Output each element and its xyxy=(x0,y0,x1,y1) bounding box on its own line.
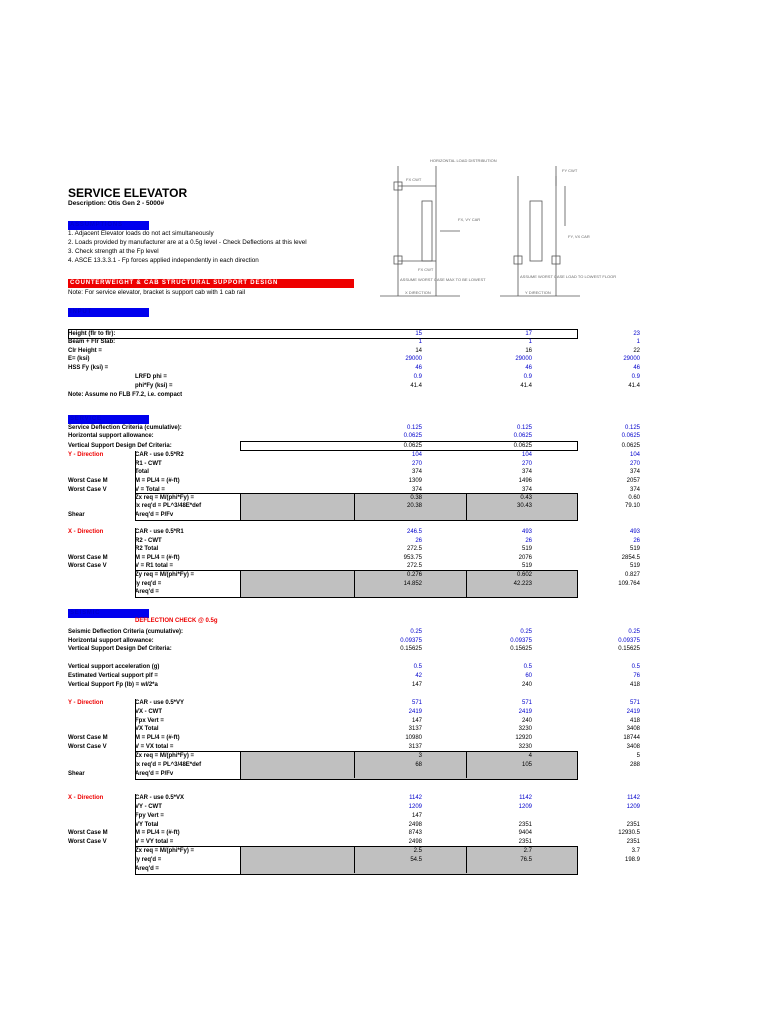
cell-value: 2351 xyxy=(626,822,640,828)
cell-value: 519 xyxy=(629,546,640,552)
row-sublabel: Ix req'd = PL^3/48E*def xyxy=(135,762,202,768)
sketch-fy-cwt: FY CWT xyxy=(562,168,578,173)
input-header: INPUT xyxy=(68,308,149,317)
cell-value: 198.9 xyxy=(624,857,640,863)
cell-value: 2351 xyxy=(518,839,532,845)
cell-value: 953.75 xyxy=(403,555,422,561)
cell-value: 240 xyxy=(521,718,532,724)
cell-value: 30.43 xyxy=(516,503,532,509)
sketch-fx-vy-car: FX, VY CAR xyxy=(458,217,481,222)
cell-value: 3.7 xyxy=(631,848,640,854)
cell-value: 0.15625 xyxy=(510,646,532,652)
assumption-4: 4. ASCE 13.3.3.1 - Fp forces applied independently in each direction xyxy=(68,257,259,264)
table-row xyxy=(68,562,640,570)
row-label: Vertical support acceleration (g) xyxy=(68,664,160,670)
cell-value: 374 xyxy=(411,469,422,475)
assumption-3: 3. Check strength at the Fp level xyxy=(68,248,159,255)
cell-value: 288 xyxy=(629,762,640,768)
row-sublabel: Areq'd = xyxy=(135,866,159,872)
cell-value: 0.09375 xyxy=(400,638,422,644)
cell-value: 20.38 xyxy=(406,503,422,509)
cell-value: 0.25 xyxy=(410,629,422,635)
table-row xyxy=(68,355,640,363)
table-row xyxy=(68,628,640,636)
assumptions-header: ASSUMPTIONS xyxy=(68,221,149,230)
cell-value: 2419 xyxy=(518,709,532,715)
row-sublabel: VY Total xyxy=(135,822,159,828)
cell-value: 0.125 xyxy=(624,425,640,431)
cell-value: 1142 xyxy=(519,795,532,801)
cell-value: 2351 xyxy=(626,839,640,845)
cell-value: 0.5 xyxy=(631,664,640,670)
row-sublabel: M = PL/4 = (#-ft) xyxy=(135,735,180,741)
table-row xyxy=(68,588,576,596)
cell-value: 2.7 xyxy=(523,848,532,854)
cell-value: 493 xyxy=(521,529,532,535)
table-row xyxy=(68,382,640,390)
cell-value: 46 xyxy=(633,365,640,371)
cell-value: 41.4 xyxy=(520,383,532,389)
table-row xyxy=(68,432,640,440)
row-label: Worst Case M xyxy=(68,478,108,484)
cell-value: 0.25 xyxy=(520,629,532,635)
cell-value: 0.0625 xyxy=(621,443,640,449)
table-row xyxy=(68,468,640,476)
table-row xyxy=(68,528,640,536)
cell-value: 29000 xyxy=(623,356,640,362)
deflection-check-label: DEFLECTION CHECK @ 0.5g xyxy=(135,618,218,624)
row-label: Vertical Support Fp (lb) = wl/2*a xyxy=(68,682,158,688)
row-sublabel: LRFD phi = xyxy=(135,374,167,380)
row-label: Beam + Flr Slab: xyxy=(68,339,116,345)
row-sublabel: CAR - use 0.5*VY xyxy=(135,700,185,706)
cell-value: 17 xyxy=(525,331,532,337)
cell-value: 2419 xyxy=(626,709,640,715)
sketch-fy-vx: FY, VX CAR xyxy=(568,234,590,239)
cwt-design-header: COUNTERWEIGHT & CAB STRUCTURAL SUPPORT DESIGN xyxy=(68,279,354,288)
description: Description: Otis Gen 2 - 5000# xyxy=(68,200,165,207)
cell-value: 68 xyxy=(415,762,422,768)
row-label: Vertical Support Design Def Criteria: xyxy=(68,646,172,652)
cell-value: 0.0625 xyxy=(403,443,422,449)
row-sublabel: M = PL/4 = (#-ft) xyxy=(135,478,180,484)
row-sublabel: R2 - CWT xyxy=(135,538,162,544)
cwt-note: Note: For service elevator, bracket is support cab with 1 cab rail xyxy=(68,289,246,296)
cell-value: 0.09375 xyxy=(510,638,532,644)
cell-value: 4 xyxy=(528,753,532,759)
cell-value: 105 xyxy=(521,762,532,768)
table-row xyxy=(68,812,576,820)
cell-value: 1 xyxy=(418,339,422,345)
row-sublabel: VX - CWT xyxy=(135,709,162,715)
cell-value: 0.60 xyxy=(628,495,640,501)
cell-value: 42 xyxy=(415,673,422,679)
table-row xyxy=(68,743,640,751)
cell-value: 519 xyxy=(521,546,532,552)
row-label: Horizontal support allowance: xyxy=(68,433,154,439)
table-row xyxy=(68,338,640,346)
sketch-y-dir: Y DIRECTION xyxy=(525,290,551,295)
service-header: SERVICE xyxy=(68,415,149,424)
cell-value: 0.827 xyxy=(624,572,640,578)
table-row xyxy=(68,752,640,760)
cell-value: 0.25 xyxy=(628,629,640,635)
cell-value: 0.276 xyxy=(406,572,422,578)
table-row xyxy=(68,856,640,864)
table-row xyxy=(68,511,576,519)
table-row xyxy=(68,442,640,450)
row-sublabel: V = VX total = xyxy=(135,744,174,750)
table-row xyxy=(68,391,576,399)
cell-value: 0.09375 xyxy=(618,638,640,644)
row-label: Y - Direction xyxy=(68,700,104,706)
table-row xyxy=(68,865,576,873)
cell-value: 493 xyxy=(629,529,640,535)
row-sublabel: Areq'd = P/Fv xyxy=(135,771,174,777)
cell-value: 246.5 xyxy=(406,529,422,535)
row-label: E= (ksi) xyxy=(68,356,90,362)
row-sublabel: CAR - use 0.5*R2 xyxy=(135,452,184,458)
table-row xyxy=(68,829,640,837)
cell-value: 374 xyxy=(411,487,422,493)
sketch-note-left: ASSUME WORST CASE MAX TO BE LOWEST xyxy=(400,277,486,282)
cell-value: 1 xyxy=(636,339,640,345)
cell-value: 374 xyxy=(629,469,640,475)
grid-line xyxy=(240,846,241,873)
cell-value: 104 xyxy=(629,452,640,458)
cell-value: 41.4 xyxy=(410,383,422,389)
table-row xyxy=(68,847,640,855)
grid-line xyxy=(466,493,467,520)
sketch-fx-cwt-bottom: FX CWT xyxy=(418,267,434,272)
row-sublabel: CAR - use 0.5*VX xyxy=(135,795,185,801)
row-label: Worst Case M xyxy=(68,735,108,741)
row-label: Seismic Deflection Criteria (cumulative): xyxy=(68,629,184,635)
row-label: X - Direction xyxy=(68,795,104,801)
cell-value: 0.0625 xyxy=(621,433,640,439)
row-sublabel: Zx req = M/(phi*Fy) = xyxy=(135,753,195,759)
cell-value: 42.223 xyxy=(513,581,532,587)
row-sublabel: Fpx Vert = xyxy=(135,718,164,724)
cell-value: 0.125 xyxy=(406,425,422,431)
cell-value: 1309 xyxy=(408,478,422,484)
table-row xyxy=(68,708,640,716)
row-sublabel: CAR - use 0.5*R1 xyxy=(135,529,184,535)
table-row xyxy=(68,645,640,653)
table-row xyxy=(68,838,640,846)
cell-value: 109.764 xyxy=(618,581,640,587)
cell-value: 1142 xyxy=(627,795,640,801)
row-label: Worst Case M xyxy=(68,555,108,561)
cell-value: 0.0625 xyxy=(513,433,532,439)
cell-value: 0.9 xyxy=(631,374,640,380)
cell-value: 76 xyxy=(633,673,640,679)
row-sublabel: R1 - CWT xyxy=(135,461,162,467)
row-sublabel: phi*Fy (ksi) = xyxy=(135,383,173,389)
cell-value: 5 xyxy=(636,753,640,759)
row-label: Vertical Support Design Def Criteria: xyxy=(68,443,172,449)
cell-value: 2854.5 xyxy=(621,555,640,561)
cell-value: 374 xyxy=(521,487,532,493)
cell-value: 76.5 xyxy=(520,857,532,863)
table-row xyxy=(68,663,640,671)
row-label: Y - Direction xyxy=(68,452,104,458)
cell-value: 46 xyxy=(525,365,532,371)
row-sublabel: M = PL/4 = (#-ft) xyxy=(135,555,180,561)
table-row xyxy=(68,373,640,381)
cell-value: 571 xyxy=(411,700,422,706)
cell-value: 0.5 xyxy=(413,664,422,670)
grid-line xyxy=(466,846,467,873)
cell-value: 240 xyxy=(521,682,532,688)
row-sublabel: Iy req'd = xyxy=(135,581,162,587)
row-label: Shear xyxy=(68,512,85,518)
table-row xyxy=(68,672,640,680)
grid-line xyxy=(135,451,136,520)
cell-value: 0.43 xyxy=(520,495,532,501)
assumption-2: 2. Loads provided by manufacturer are at a 0.5g level - Check Deflections at this level xyxy=(68,239,307,246)
cell-value: 14.852 xyxy=(403,581,422,587)
row-label: Worst Case V xyxy=(68,839,107,845)
table-row xyxy=(68,803,640,811)
cell-value: 12930.5 xyxy=(618,830,640,836)
grid-line xyxy=(354,751,355,778)
cell-value: 26 xyxy=(525,538,532,544)
row-label: Height (flr to flr): xyxy=(68,331,116,337)
table-row xyxy=(68,794,640,802)
row-label: Shear xyxy=(68,771,85,777)
cell-value: 46 xyxy=(415,365,422,371)
cell-value: 3137 xyxy=(408,744,422,750)
row-sublabel: V = VY total = xyxy=(135,839,174,845)
table-row xyxy=(68,699,640,707)
grid-line xyxy=(135,528,136,597)
seismic-header: SEISMIC xyxy=(68,609,149,618)
cell-value: 0.15625 xyxy=(618,646,640,652)
cell-value: 519 xyxy=(629,563,640,569)
grid-line xyxy=(354,570,355,597)
row-sublabel: VX Total xyxy=(135,726,159,732)
grid-line xyxy=(240,751,241,778)
cell-value: 270 xyxy=(629,461,640,467)
cell-value: 29000 xyxy=(405,356,422,362)
cell-value: 147 xyxy=(411,813,422,819)
assumption-1: 1. Adjacent Elevator loads do not act simultaneously xyxy=(68,230,214,237)
row-sublabel: VY - CWT xyxy=(135,804,162,810)
row-sublabel: Total xyxy=(135,469,149,475)
table-row xyxy=(68,770,576,778)
cell-value: 18744 xyxy=(623,735,640,741)
cell-value: 8743 xyxy=(408,830,422,836)
grid-line xyxy=(466,570,467,597)
cell-value: 3230 xyxy=(518,726,532,732)
sketch-fx-cwt-left: FX CWT xyxy=(406,177,422,182)
cell-value: 3408 xyxy=(626,726,640,732)
cell-value: 3408 xyxy=(626,744,640,750)
table-row xyxy=(68,364,640,372)
cell-value: 270 xyxy=(521,461,532,467)
row-label: Estimated Vertical support plf = xyxy=(68,673,158,679)
cell-value: 3 xyxy=(418,753,422,759)
sketch-top-label: HORIZONTAL LOAD DISTRIBUTION xyxy=(430,158,497,163)
cell-value: 0.0625 xyxy=(403,433,422,439)
row-label: Horizontal support allowance: xyxy=(68,638,154,644)
cell-value: 374 xyxy=(521,469,532,475)
cell-value: 2498 xyxy=(408,822,422,828)
cell-value: 2419 xyxy=(408,709,422,715)
cell-value: 374 xyxy=(629,487,640,493)
row-sublabel: Areq'd = xyxy=(135,589,159,595)
cell-value: 60 xyxy=(525,673,532,679)
row-sublabel: Ix req'd = PL^3/48E*def xyxy=(135,503,202,509)
sketch-note-right: ASSUME WORST CASE LOAD TO LOWEST FLOOR xyxy=(520,274,617,279)
cell-value: 26 xyxy=(415,538,422,544)
page-title: SERVICE ELEVATOR xyxy=(68,186,188,200)
cell-value: 26 xyxy=(633,538,640,544)
cell-value: 12920 xyxy=(515,735,532,741)
table-row xyxy=(68,681,640,689)
row-sublabel: R2 Total xyxy=(135,546,159,552)
load-distribution-sketch xyxy=(380,156,630,306)
cell-value: 1209 xyxy=(408,804,422,810)
row-label: Worst Case V xyxy=(68,563,107,569)
grid-line xyxy=(354,846,355,873)
grid-line xyxy=(240,570,241,597)
table-row xyxy=(68,761,640,769)
row-sublabel: Iy req'd = xyxy=(135,857,162,863)
cell-value: 571 xyxy=(521,700,532,706)
grid-line xyxy=(135,699,136,778)
cell-value: 3137 xyxy=(408,726,422,732)
cell-value: 22 xyxy=(633,348,640,354)
cell-value: 1496 xyxy=(518,478,532,484)
row-sublabel: V = R1 total = xyxy=(135,563,174,569)
grid-line xyxy=(240,493,241,520)
cell-value: 2351 xyxy=(518,822,532,828)
table-row xyxy=(68,451,640,459)
cell-value: 41.4 xyxy=(628,383,640,389)
cell-value: 79.10 xyxy=(624,503,640,509)
grid-line xyxy=(466,751,467,778)
cell-value: 147 xyxy=(411,682,422,688)
table-row xyxy=(68,545,640,553)
cell-value: 1209 xyxy=(518,804,532,810)
table-row xyxy=(68,477,640,485)
row-sublabel: Fpy Vert = xyxy=(135,813,164,819)
table-row xyxy=(68,502,640,510)
cell-value: 54.5 xyxy=(410,857,422,863)
cell-value: 0.125 xyxy=(516,425,532,431)
grid-line xyxy=(354,493,355,520)
cell-value: 1209 xyxy=(626,804,640,810)
cell-value: 0.15625 xyxy=(400,646,422,652)
cell-value: 571 xyxy=(629,700,640,706)
cell-value: 15 xyxy=(415,331,422,337)
row-label: Service Deflection Criteria (cumulative): xyxy=(68,425,182,431)
row-label: Note: Assume no FLB F7.2, i.e. compact xyxy=(68,392,183,398)
cell-value: 0.5 xyxy=(523,664,532,670)
cell-value: 418 xyxy=(629,718,640,724)
sketch-x-dir: X DIRECTION xyxy=(405,290,431,295)
cell-value: 0.9 xyxy=(413,374,422,380)
cell-value: 270 xyxy=(411,461,422,467)
cell-value: 418 xyxy=(629,682,640,688)
cell-value: 104 xyxy=(521,452,532,458)
table-row xyxy=(68,734,640,742)
cell-value: 1 xyxy=(528,339,532,345)
row-label: Worst Case V xyxy=(68,487,107,493)
cell-value: 272.5 xyxy=(406,546,422,552)
row-label: X - Direction xyxy=(68,529,104,535)
row-sublabel: Areq'd = P/Fv xyxy=(135,512,174,518)
cell-value: 147 xyxy=(411,718,422,724)
cell-value: 2076 xyxy=(518,555,532,561)
grid-line xyxy=(135,794,136,873)
row-label: HSS Fy (ksi) = xyxy=(68,365,109,371)
cell-value: 272.5 xyxy=(406,563,422,569)
cell-value: 0.38 xyxy=(410,495,422,501)
row-label: Worst Case V xyxy=(68,744,107,750)
cell-value: 3230 xyxy=(518,744,532,750)
cell-value: 104 xyxy=(411,452,422,458)
row-sublabel: Zx req = M/(phi*Fy) = xyxy=(135,495,195,501)
table-row xyxy=(68,571,640,579)
cell-value: 2057 xyxy=(626,478,640,484)
cell-value: 2.5 xyxy=(413,848,422,854)
cell-value: 0.602 xyxy=(516,572,532,578)
row-sublabel: V = Total = xyxy=(135,487,165,493)
cell-value: 0.9 xyxy=(523,374,532,380)
row-label: Worst Case M xyxy=(68,830,108,836)
cell-value: 2498 xyxy=(408,839,422,845)
cell-value: 23 xyxy=(633,331,640,337)
cell-value: 16 xyxy=(525,348,532,354)
table-row xyxy=(68,725,640,733)
cell-value: 0.0625 xyxy=(513,443,532,449)
cell-value: 1142 xyxy=(409,795,422,801)
cell-value: 9404 xyxy=(518,830,532,836)
cell-value: 519 xyxy=(521,563,532,569)
cell-value: 14 xyxy=(415,348,422,354)
row-sublabel: Zx req = M/(phi*Fy) = xyxy=(135,848,195,854)
row-sublabel: Zy req = M/(phi*Fy) = xyxy=(135,572,195,578)
cell-value: 10980 xyxy=(405,735,422,741)
row-sublabel: M = PL/4 = (#-ft) xyxy=(135,830,180,836)
row-label: Clr Height = xyxy=(68,348,102,354)
cell-value: 29000 xyxy=(515,356,532,362)
